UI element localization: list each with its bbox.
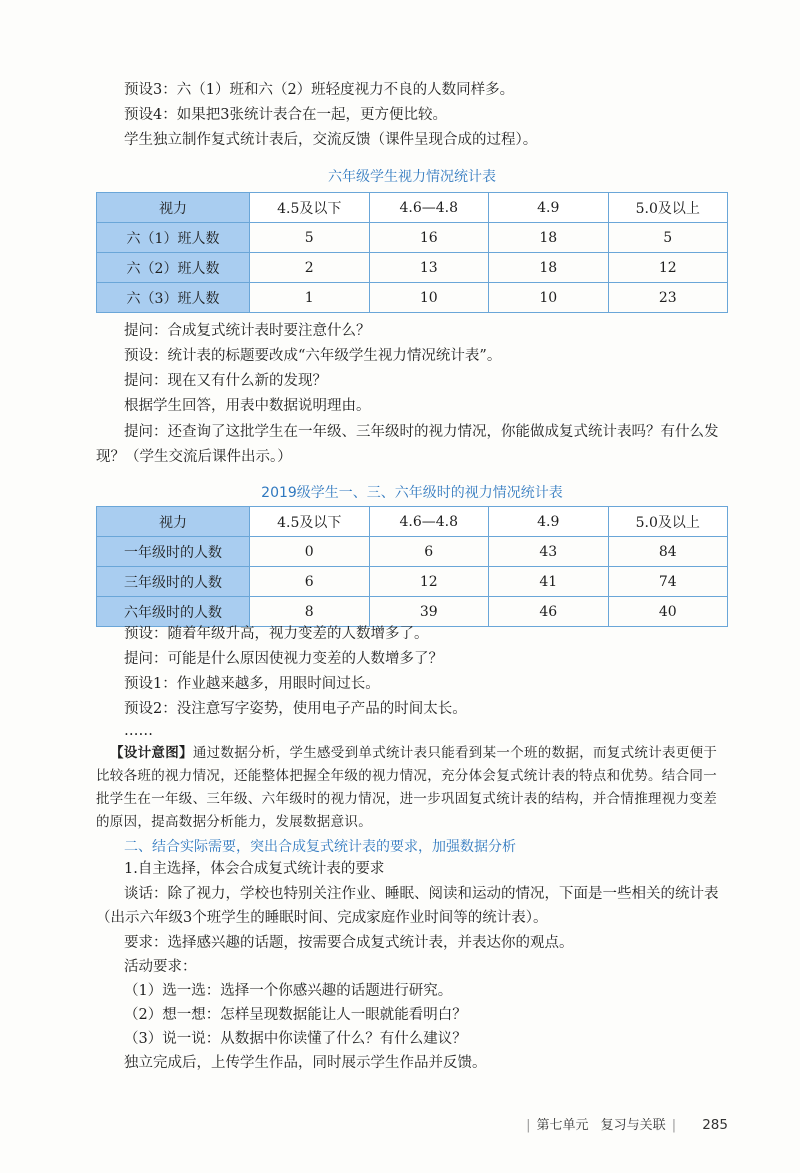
text-line: 预设3：六（1）班和六（2）班轻度视力不良的人数同样多。: [124, 82, 515, 98]
table-cell: 8: [250, 597, 370, 627]
text-line: 预设：统计表的标题要改成“六年级学生视力情况统计表”。: [124, 348, 502, 364]
table-header-cell: 4.5及以下: [250, 193, 370, 223]
table-cell: 2: [250, 253, 370, 283]
page-footer: [0, 1114, 728, 1133]
table-cell: 10: [489, 283, 609, 313]
divider: |: [671, 1118, 677, 1133]
table-row: [97, 567, 728, 597]
footer-title: 复习与关联: [600, 1118, 666, 1133]
table-header-cell: 5.0及以上: [608, 507, 728, 537]
table-cell: 40: [608, 597, 728, 627]
table-header-cell: 4.6—4.8: [369, 507, 489, 537]
table-cell: 18: [489, 223, 609, 253]
table-cell: 46: [489, 597, 609, 627]
table1: [96, 192, 728, 313]
text-paragraph: 提问：还查询了这批学生在一年级、三年级时的视力情况，你能做成复式统计表吗？有什么发现？（学生交流后课件出示。）: [96, 424, 719, 465]
table-row: [97, 223, 728, 253]
table-cell: 12: [369, 567, 489, 597]
table-cell: 6: [250, 567, 370, 597]
table-row: [97, 597, 728, 627]
table-cell: 三年级时的人数: [97, 567, 250, 597]
table2: [96, 506, 728, 627]
table-cell: 一年级时的人数: [97, 537, 250, 567]
table-header-cell: 视力: [97, 193, 250, 223]
table-header-cell: 5.0及以上: [608, 193, 728, 223]
table-row: [97, 537, 728, 567]
design-intent-text: 通过数据分析，学生感受到单式统计表只能看到某一个班的数据，而复式统计表更便于比较各班的视力情况，还能整体把握全年级的视力情况，充分体会复式统计表的特点和优势。结合同一批学生在一年级、三年级、六年级时的视力情况，进一步巩固复式统计表的结构，并合情推理视力变差的原因，提高数据分析能力，发展数据意识。: [96, 745, 718, 830]
design-intent: [96, 742, 728, 834]
text-line: 要求：选择感兴趣的话题，按需要合成复式统计表，并表达你的观点。: [124, 935, 574, 951]
text-line: 独立完成后，上传学生作品，同时展示学生作品并反馈。: [124, 1055, 487, 1071]
table-header-cell: 4.9: [489, 193, 609, 223]
table-cell: 1: [250, 283, 370, 313]
text-line: 预设1：作业越来越多，用眼时间过长。: [124, 676, 380, 692]
table-cell: 74: [608, 567, 728, 597]
table-header-cell: 视力: [97, 507, 250, 537]
table-cell: 41: [489, 567, 609, 597]
design-intent-label: 【设计意图】: [110, 745, 193, 761]
text-line: （3）说一说：从数据中你读懂了什么？有什么建议？: [124, 1031, 467, 1047]
text-line: 活动要求：: [124, 959, 197, 975]
table-header-cell: 4.5及以下: [250, 507, 370, 537]
table-cell: 12: [608, 253, 728, 283]
text-line: （1）选一选：选择一个你感兴趣的话题进行研究。: [124, 983, 453, 999]
text-line: 预设：随着年级升高，视力变差的人数增多了。: [124, 626, 429, 642]
table-cell: 六年级时的人数: [97, 597, 250, 627]
table-cell: 43: [489, 537, 609, 567]
table-cell: 13: [369, 253, 489, 283]
table-row: [97, 283, 728, 313]
table-cell: 84: [608, 537, 728, 567]
table-cell: 18: [489, 253, 609, 283]
text-line: 预设4：如果把3张统计表合在一起，更方便比较。: [124, 107, 447, 123]
text-paragraph: 谈话：除了视力，学校也特别关注作业、睡眠、阅读和运动的情况，下面是一些相关的统计表（出示六年级3个班学生的睡眠时间、完成家庭作业时间等的统计表）。: [96, 886, 719, 926]
table-header-row: [97, 193, 728, 223]
table-cell: 39: [369, 597, 489, 627]
text-line: 学生独立制作复式统计表后，交流反馈（课件呈现合成的过程）。: [124, 132, 538, 148]
text-line: 提问：现在又有什么新的发现？: [124, 373, 327, 389]
table-cell: 六（3）班人数: [97, 283, 250, 313]
table-cell: 5: [250, 223, 370, 253]
table-cell: 六（2）班人数: [97, 253, 250, 283]
table2-title: 2019级学生一、三、六年级时的视力情况统计表: [261, 485, 563, 501]
table-header-cell: 4.9: [489, 507, 609, 537]
table-cell: 16: [369, 223, 489, 253]
table-row: [97, 253, 728, 283]
subheading: 1.自主选择，体会合成复式统计表的要求: [124, 861, 385, 877]
ellipsis: ……: [124, 723, 153, 739]
table-cell: 六（1）班人数: [97, 223, 250, 253]
footer-unit: 第七单元: [536, 1118, 589, 1133]
text-line: 预设2：没注意写字姿势，使用电子产品的时间太长。: [124, 701, 467, 717]
table-cell: 10: [369, 283, 489, 313]
text-line: 根据学生回答，用表中数据说明理由。: [124, 398, 371, 414]
section-heading: 二、结合实际需要，突出合成复式统计表的要求，加强数据分析: [124, 839, 516, 855]
table-cell: 5: [608, 223, 728, 253]
table-header-cell: 4.6—4.8: [369, 193, 489, 223]
text-line: （2）想一想：怎样呈现数据能让人一眼就能看明白？: [124, 1007, 467, 1023]
table-cell: 0: [250, 537, 370, 567]
table1-title: 六年级学生视力情况统计表: [328, 169, 496, 185]
table-cell: 6: [369, 537, 489, 567]
page-number: 285: [702, 1117, 728, 1133]
table-header-row: [97, 507, 728, 537]
table-cell: 23: [608, 283, 728, 313]
divider: |: [526, 1118, 531, 1133]
text-line: 提问：可能是什么原因使视力变差的人数增多了？: [124, 651, 443, 667]
text-line: 提问：合成复式统计表时要注意什么？: [124, 323, 371, 339]
